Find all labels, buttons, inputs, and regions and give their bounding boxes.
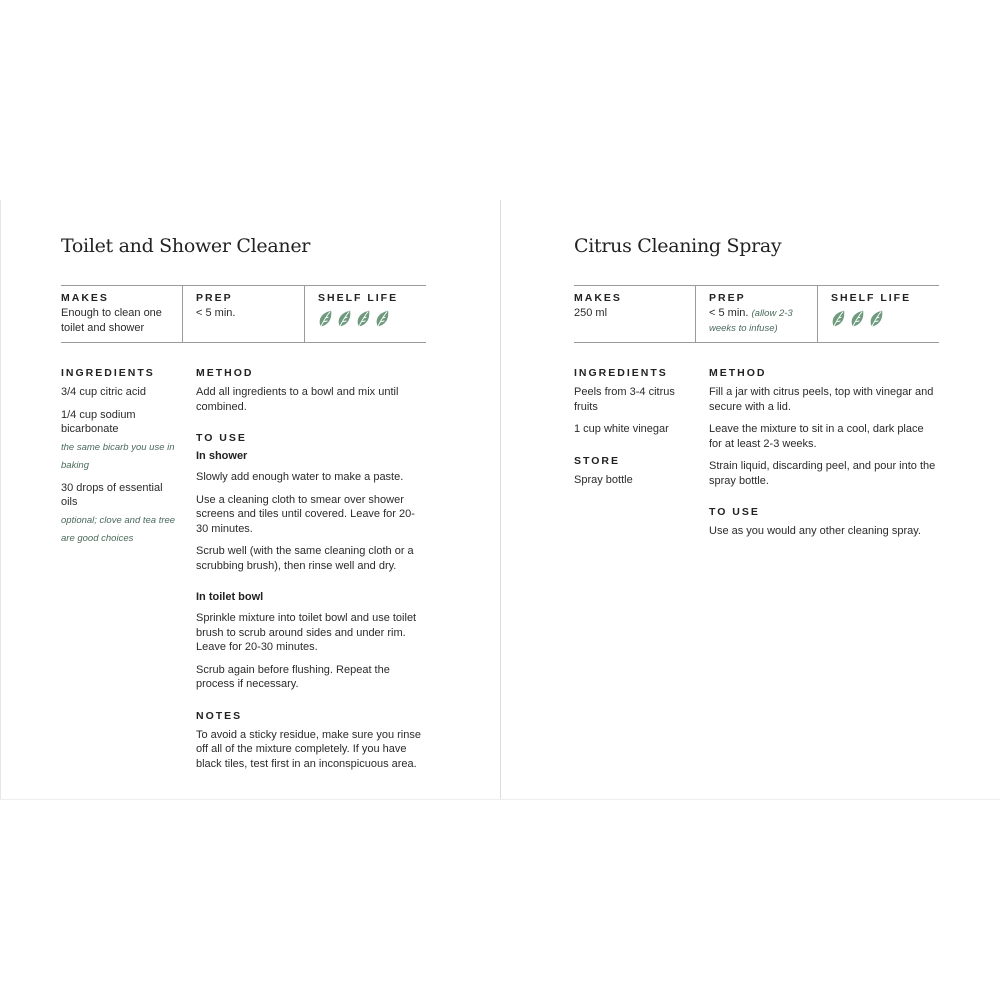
makes-label: MAKES	[574, 292, 622, 304]
ingredient-note: the same bicarb you use in baking	[61, 441, 175, 471]
method-heading: METHOD	[709, 367, 767, 379]
shelf-life-cell	[817, 286, 939, 342]
method-column	[196, 367, 426, 779]
store-heading: STORE	[574, 454, 620, 467]
prep-value: < 5 min.	[196, 307, 236, 319]
recipe-title: Citrus Cleaning Spray	[574, 235, 782, 257]
leaf-icon	[869, 309, 884, 329]
recipe-title: Toilet and Shower Cleaner	[61, 235, 311, 257]
ingredient-text: Peels from 3-4 citrus fruits	[574, 386, 675, 413]
store-value: Spray bottle	[574, 473, 633, 486]
ingredient-note: optional; clove and tea tree are good choices	[61, 514, 176, 544]
shelf-life-label: SHELF LIFE	[831, 292, 912, 304]
prep-cell	[182, 286, 304, 342]
use-step: Scrub well (with the same cleaning cloth or a scrubbing brush), then rinse well and dry.	[196, 545, 414, 572]
shelf-life-rating	[831, 309, 939, 329]
prep-label: PREP	[196, 292, 233, 304]
leaf-icon	[375, 309, 390, 329]
ingredient-item	[61, 408, 181, 473]
ingredient-text: 30 drops of essential oils	[61, 481, 163, 508]
prep-note: (allow 2-3 weeks to infuse)	[709, 308, 793, 334]
ingredient-text: 1/4 cup sodium bicarbonate	[61, 408, 136, 435]
makes-label: MAKES	[61, 292, 109, 304]
ingredient-text: 1 cup white vinegar	[574, 423, 669, 435]
method-column	[709, 367, 939, 547]
use-step: Sprinkle mixture into toilet bowl and use toilet brush to scrub around sides and under rim. Leave for 20-30 minutes.	[196, 612, 417, 653]
leaf-icon	[831, 309, 846, 329]
ingredient-item	[574, 385, 694, 414]
to-use-heading: TO USE	[196, 432, 247, 444]
notes-heading: NOTES	[196, 709, 243, 722]
shelf-life-label: SHELF LIFE	[318, 292, 399, 304]
subheading-shower: In shower	[196, 450, 248, 462]
use-step: Slowly add enough water to make a paste.	[196, 471, 404, 483]
ingredient-item	[574, 422, 694, 437]
makes-cell	[61, 286, 182, 342]
notes-text: To avoid a sticky residue, make sure you rinse off all of the mixture completely. If you have black tiles, test first in an inconspicuous area.	[196, 728, 421, 770]
prep-value-line	[709, 306, 817, 335]
ingredients-heading: INGREDIENTS	[574, 367, 668, 379]
makes-value: Enough to clean one toilet and shower	[61, 307, 162, 334]
leaf-icon	[337, 309, 352, 329]
shelf-life-rating	[318, 309, 426, 329]
prep-cell	[695, 286, 817, 342]
makes-cell	[574, 286, 695, 342]
leaf-icon	[318, 309, 333, 329]
ingredients-column	[574, 367, 694, 495]
to-use-text: Use as you would any other cleaning spray.	[709, 525, 921, 537]
use-step: Scrub again before flushing. Repeat the process if necessary.	[196, 663, 390, 690]
page-bottom-edge	[0, 799, 1000, 800]
subheading-toilet: In toilet bowl	[196, 591, 264, 603]
method-heading: METHOD	[196, 367, 254, 379]
ingredient-item	[61, 385, 181, 400]
recipe-meta-table	[61, 285, 426, 343]
ingredients-column	[61, 367, 181, 554]
leaf-icon	[356, 309, 371, 329]
ingredient-item	[61, 481, 181, 546]
shelf-life-cell	[304, 286, 426, 342]
prep-label: PREP	[709, 292, 746, 304]
ingredient-text: 3/4 cup citric acid	[61, 386, 146, 398]
method-step: Leave the mixture to sit in a cool, dark place for at least 2-3 weeks.	[709, 423, 924, 450]
recipe-meta-table	[574, 285, 939, 343]
leaf-icon	[850, 309, 865, 329]
method-step: Strain liquid, discarding peel, and pour into the spray bottle.	[709, 460, 936, 487]
to-use-heading: TO USE	[709, 506, 760, 518]
prep-value: < 5 min.	[709, 307, 749, 319]
method-step: Add all ingredients to a bowl and mix until combined.	[196, 386, 399, 413]
method-step: Fill a jar with citrus peels, top with vinegar and secure with a lid.	[709, 386, 934, 413]
ingredients-heading: INGREDIENTS	[61, 367, 155, 379]
use-step: Use a cleaning cloth to smear over shower screens and tiles until covered. Leave for 20-30 minutes.	[196, 493, 415, 535]
page-edge	[0, 200, 1, 800]
makes-value: 250 ml	[574, 307, 608, 319]
book-gutter	[500, 200, 501, 800]
